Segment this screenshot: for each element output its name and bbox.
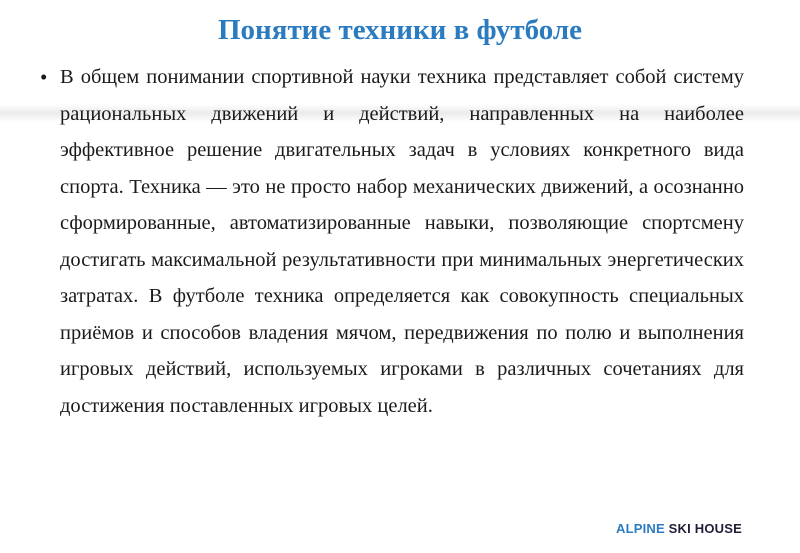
logo-word-alpine: ALPINE	[615, 521, 665, 536]
bullet-marker: •	[40, 65, 48, 89]
body-paragraph: В общем понимании спортивной науки техника представляет собой систему рациональных движений и действий, направленных на наиболее эффективное решение двигательных задач в условиях конкретного вида спорта. Техника — это не просто набор механических движений, а осознанно сформированные, автоматизированные навыки, позволяющие спортсмену достигать максимальной результативности при минимальных энергетических затратах. В футболе техника определяется как совокупность специальных приёмов и способов владения мячом, передвижения по полю и выполнения игровых действий, используемых игроками в различных сочетаниях для достижения поставленных игровых целей.	[60, 66, 744, 417]
slide-title: Понятие техники в футболе	[217, 14, 583, 46]
logo-word-ski-house: SKI HOUSE	[668, 521, 742, 536]
bullet-item	[40, 59, 744, 424]
company-logo	[616, 521, 742, 536]
